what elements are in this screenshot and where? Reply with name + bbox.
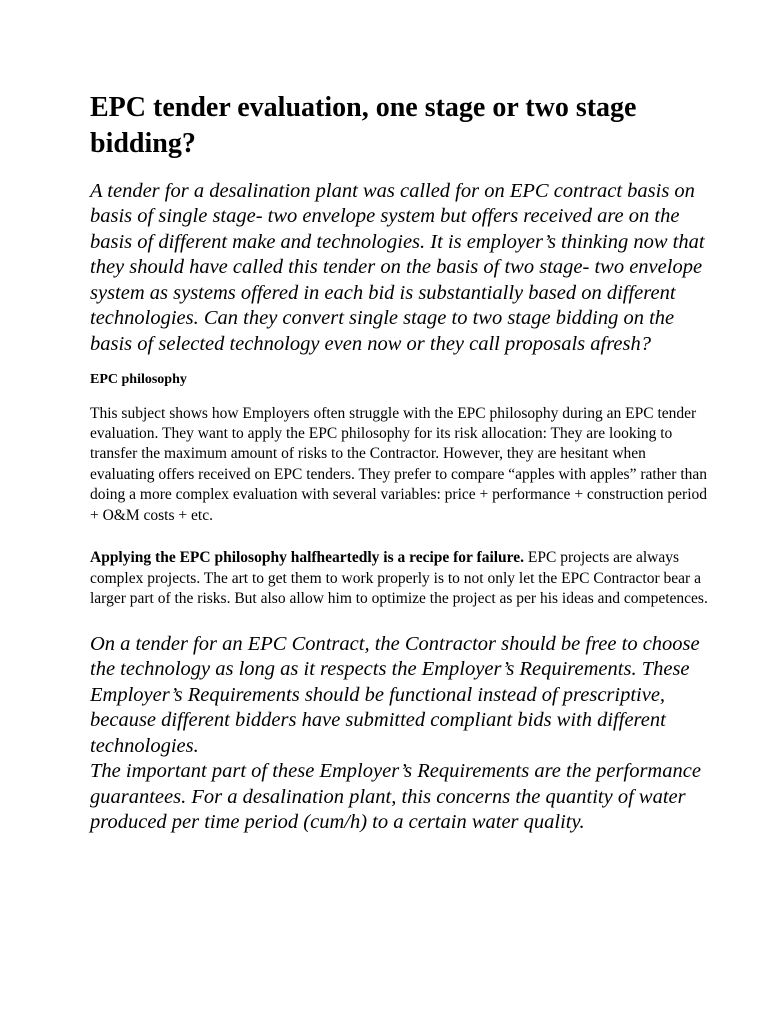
paragraph-halfhearted-bold-lead: Applying the EPC philosophy halfheartedly is a recipe for failure.: [90, 549, 525, 567]
paragraph-halfhearted: [90, 548, 708, 609]
closing-paragraph-technology: On a tender for an EPC Contract, the Contractor should be free to choose the technology as long as it respects the Employer’s Requirements. These Employer’s Requirements should be functional instead of prescriptive, because different bidders have submitted compliant bids with different technologies.: [90, 632, 700, 757]
paragraph-halfhearted-rest: EPC projects are always complex projects. The art to get them to work properly is to not only let the EPC Contractor bear a larger part of the risks. But also allow him to optimize the project as per his ideas and competences.: [90, 549, 708, 608]
closing-paragraph-performance: The important part of these Employer’s Requirements are the performance guarantees. For a desalination plant, this concerns the quantity of water produced per time period (cum/h) to a certain water quality.: [90, 760, 701, 834]
article-title: EPC tender evaluation, one stage or two stage bidding?: [90, 92, 637, 160]
paragraph-epc-philosophy: This subject shows how Employers often struggle with the EPC philosophy during an EPC tender evaluation. They want to apply the EPC philosophy for its risk allocation: They are looking to transfer the maximum amount of risks to the Contractor. However, they are hesitant when evaluating offers received on EPC tenders. They prefer to compare “apples with apples” rather than doing a more complex evaluation with several variables: price + performance + construction period + O&M costs + etc.: [90, 404, 708, 524]
closing-italic-block: [90, 632, 708, 836]
lead-question: A tender for a desalination plant was called for on EPC contract basis on basis of single stage- two envelope system but offers received are on the basis of different make and technologies. It is employer’s thinking now that they should have called this tender on the basis of two stage- two envelope system as systems offered in each bid is substantially based on different technologies. Can they convert single stage to two stage bidding on the basis of selected technology even now or they call proposals afresh?: [90, 179, 705, 355]
section-heading-epc-philosophy: EPC philosophy: [90, 372, 187, 388]
